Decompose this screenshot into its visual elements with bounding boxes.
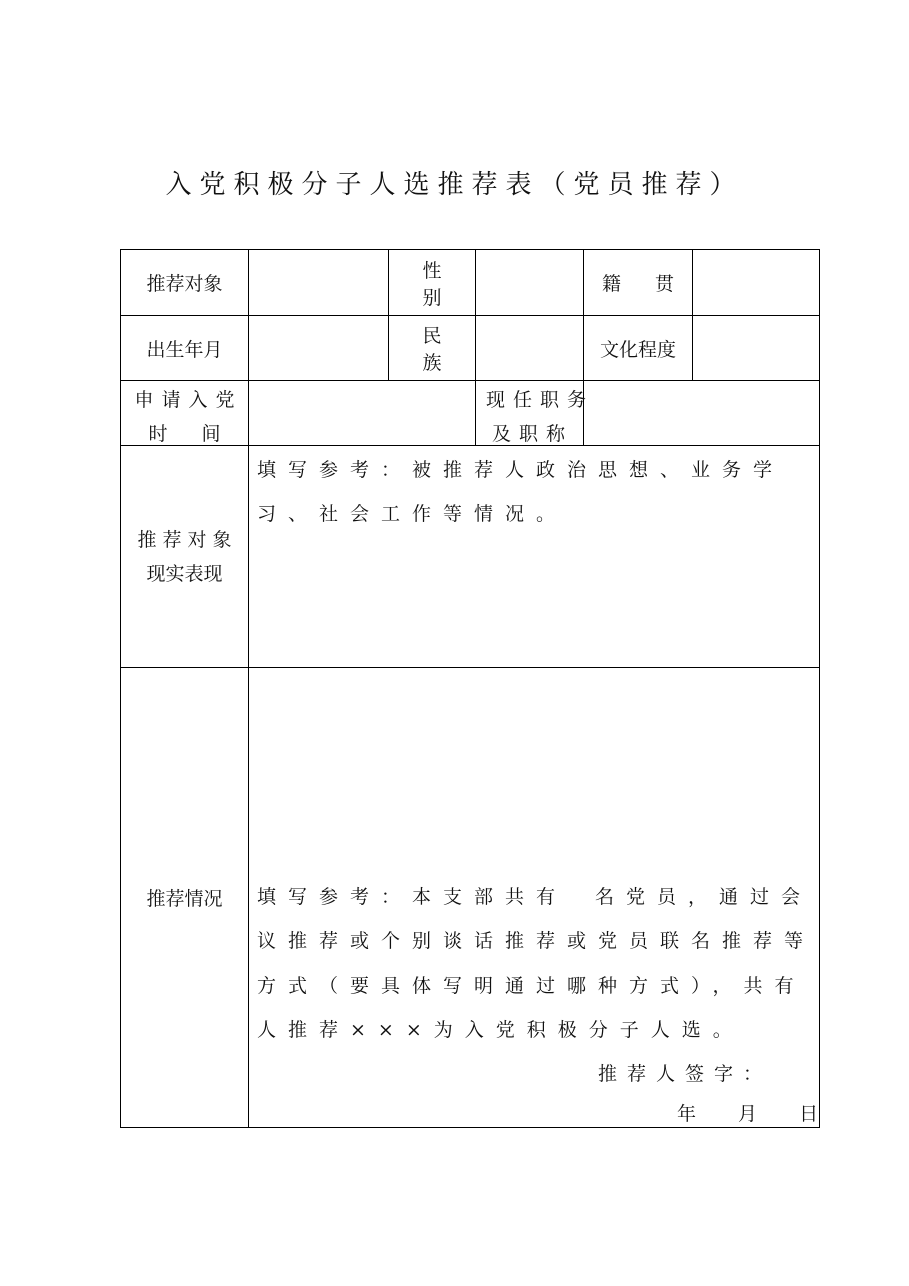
gender-label: 性 别	[422, 259, 456, 309]
native-place-field[interactable]	[693, 250, 819, 315]
position-label-line2: 及职称	[492, 423, 574, 445]
education-field[interactable]	[693, 316, 819, 380]
recommendation-guide-line3: 方式（要具体写明通过哪种方式），共有	[257, 975, 806, 997]
apply-date-field[interactable]	[249, 381, 475, 445]
ethnicity-field[interactable]	[476, 316, 583, 380]
form-title: 入党积极分子人选推荐表（党员推荐）	[165, 170, 744, 200]
native-place-label: 籍 贯	[601, 273, 689, 295]
signature-label: 推荐人签字：	[598, 1063, 773, 1085]
position-label-line1: 现任职务	[486, 389, 595, 411]
performance-label	[121, 446, 248, 667]
performance-guide-line2: 习、社会工作等情况。	[257, 503, 568, 525]
apply-date-label-line1: 申请入党	[134, 389, 243, 411]
performance-guide-line1: 填写参考：被推荐人政治思想、业务学	[257, 459, 785, 481]
performance-label-line1: 推荐对象	[137, 528, 238, 551]
recommendation-guide-line1b: 名党员，通过会	[595, 886, 813, 908]
apply-date-label-line2: 时 间	[148, 423, 235, 445]
performance-label-line2: 现实表现	[146, 562, 223, 585]
recommendation-label: 推荐情况	[146, 888, 223, 910]
date-label: 年 月 日	[677, 1103, 837, 1125]
education-label: 文化程度	[599, 338, 676, 361]
birth-field[interactable]	[249, 316, 388, 380]
birth-label: 出生年月	[146, 338, 223, 361]
nominee-field[interactable]	[249, 250, 388, 315]
nominee-label: 推荐对象	[146, 273, 223, 295]
ethnicity-label: 民 族	[422, 325, 456, 374]
recommendation-guide-line2: 议推荐或个别谈话推荐或党员联名推荐等	[257, 930, 816, 952]
apply-date-label	[121, 381, 248, 445]
recommendation-form-table	[120, 249, 837, 1128]
recommendation-guide-line4: 人推荐×××为入党积极分子人选。	[257, 1019, 744, 1041]
position-field[interactable]	[584, 381, 819, 445]
recommendation-guide-line1a: 填写参考：本支部共有	[257, 886, 568, 908]
gender-field[interactable]	[476, 250, 583, 315]
